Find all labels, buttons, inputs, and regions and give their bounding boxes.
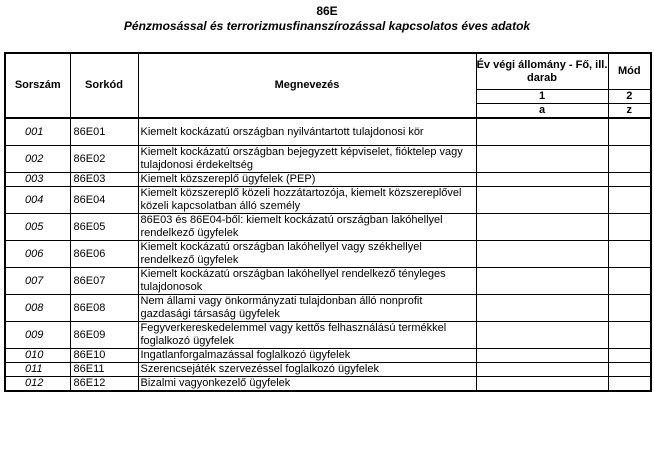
row-mode-cell[interactable] xyxy=(608,268,651,295)
row-name: Nem állami vagy önkormányzati tulajdonban álló nonprofit gazdasági társaság ügyfelek xyxy=(138,295,476,322)
row-mode-cell[interactable] xyxy=(608,146,651,173)
row-value-cell[interactable] xyxy=(476,241,608,268)
header-name: Megnevezés xyxy=(138,53,476,118)
header-mode-number: 2 xyxy=(608,90,651,104)
row-value-cell[interactable] xyxy=(476,377,608,392)
row-mode-cell[interactable] xyxy=(608,241,651,268)
row-serial: 009 xyxy=(5,322,70,349)
row-code: 86E07 xyxy=(70,268,138,295)
row-serial: 011 xyxy=(5,363,70,377)
row-value-cell[interactable] xyxy=(476,214,608,241)
row-serial: 012 xyxy=(5,377,70,392)
table-row xyxy=(5,377,651,392)
row-name: 86E03 és 86E04-ből: kiemelt kockázatú országban lakóhellyel rendelkező ügyfelek xyxy=(138,214,476,241)
row-code: 86E04 xyxy=(70,187,138,214)
row-name: Kiemelt kockázatú országban lakóhellyel vagy székhellyel rendelkező ügyfelek xyxy=(138,241,476,268)
row-serial: 001 xyxy=(5,118,70,146)
row-code: 86E06 xyxy=(70,241,138,268)
row-mode-cell[interactable] xyxy=(608,214,651,241)
row-code: 86E01 xyxy=(70,118,138,146)
row-name: Kiemelt kockázatú országban nyilvántartott tulajdonosi kör xyxy=(138,118,476,146)
row-code: 86E08 xyxy=(70,295,138,322)
row-mode-cell[interactable] xyxy=(608,322,651,349)
header-value-letter: a xyxy=(476,104,608,119)
row-mode-cell[interactable] xyxy=(608,173,651,187)
row-mode-cell[interactable] xyxy=(608,187,651,214)
row-name: Szerencsejáték szervezéssel foglalkozó ügyfelek xyxy=(138,363,476,377)
row-serial: 005 xyxy=(5,214,70,241)
table-row xyxy=(5,268,651,295)
table-row xyxy=(5,322,651,349)
form-title: Pénzmosással és terrorizmusfinanszírozással kapcsolatos éves adatok xyxy=(123,19,531,33)
table-row xyxy=(5,173,651,187)
table-row xyxy=(5,295,651,322)
table-row xyxy=(5,187,651,214)
row-code: 86E10 xyxy=(70,349,138,363)
row-serial: 006 xyxy=(5,241,70,268)
row-serial: 003 xyxy=(5,173,70,187)
table-row xyxy=(5,363,651,377)
row-value-cell[interactable] xyxy=(476,146,608,173)
row-name: Kiemelt közszereplő ügyfelek (PEP) xyxy=(138,173,476,187)
table-row xyxy=(5,214,651,241)
row-name: Fegyverkereskedelemmel vagy kettős felhasználású termékkel foglalkozó ügyfelek xyxy=(138,322,476,349)
row-mode-cell[interactable] xyxy=(608,363,651,377)
row-mode-cell[interactable] xyxy=(608,349,651,363)
header-rowcode: Sorkód xyxy=(70,53,138,118)
row-serial: 002 xyxy=(5,146,70,173)
row-name: Bizalmi vagyonkezelő ügyfelek xyxy=(138,377,476,392)
row-value-cell[interactable] xyxy=(476,268,608,295)
header-value: Év végi állomány - Fő, ill. darab xyxy=(476,53,608,90)
row-serial: 010 xyxy=(5,349,70,363)
row-code: 86E02 xyxy=(70,146,138,173)
row-code: 86E12 xyxy=(70,377,138,392)
data-table xyxy=(4,52,652,392)
table-row xyxy=(5,349,651,363)
row-name: Ingatlanforgalmazással foglalkozó ügyfelek xyxy=(138,349,476,363)
row-value-cell[interactable] xyxy=(476,118,608,146)
row-value-cell[interactable] xyxy=(476,173,608,187)
row-code: 86E03 xyxy=(70,173,138,187)
header-mode-letter: z xyxy=(608,104,651,119)
header-serial: Sorszám xyxy=(5,53,70,118)
row-code: 86E11 xyxy=(70,363,138,377)
row-name: Kiemelt kockázatú országban lakóhellyel rendelkező tényleges tulajdonosok xyxy=(138,268,476,295)
header-value-number: 1 xyxy=(476,90,608,104)
header-mode: Mód xyxy=(608,53,651,90)
table-row xyxy=(5,241,651,268)
row-value-cell[interactable] xyxy=(476,295,608,322)
table-row xyxy=(5,118,651,146)
form-code: 86E xyxy=(316,4,338,18)
row-mode-cell[interactable] xyxy=(608,295,651,322)
row-value-cell[interactable] xyxy=(476,322,608,349)
row-mode-cell[interactable] xyxy=(608,118,651,146)
table-row xyxy=(5,146,651,173)
row-value-cell[interactable] xyxy=(476,187,608,214)
row-serial: 008 xyxy=(5,295,70,322)
row-serial: 007 xyxy=(5,268,70,295)
row-mode-cell[interactable] xyxy=(608,377,651,392)
row-serial: 004 xyxy=(5,187,70,214)
row-name: Kiemelt közszereplő közeli hozzátartozója, kiemelt közszereplővel közeli kapcsolatban álló személy xyxy=(138,187,476,214)
row-name: Kiemelt kockázatú országban bejegyzett képviselet, fióktelep vagy tulajdonosi érdekeltség xyxy=(138,146,476,173)
row-code: 86E05 xyxy=(70,214,138,241)
row-value-cell[interactable] xyxy=(476,349,608,363)
row-value-cell[interactable] xyxy=(476,363,608,377)
row-code: 86E09 xyxy=(70,322,138,349)
